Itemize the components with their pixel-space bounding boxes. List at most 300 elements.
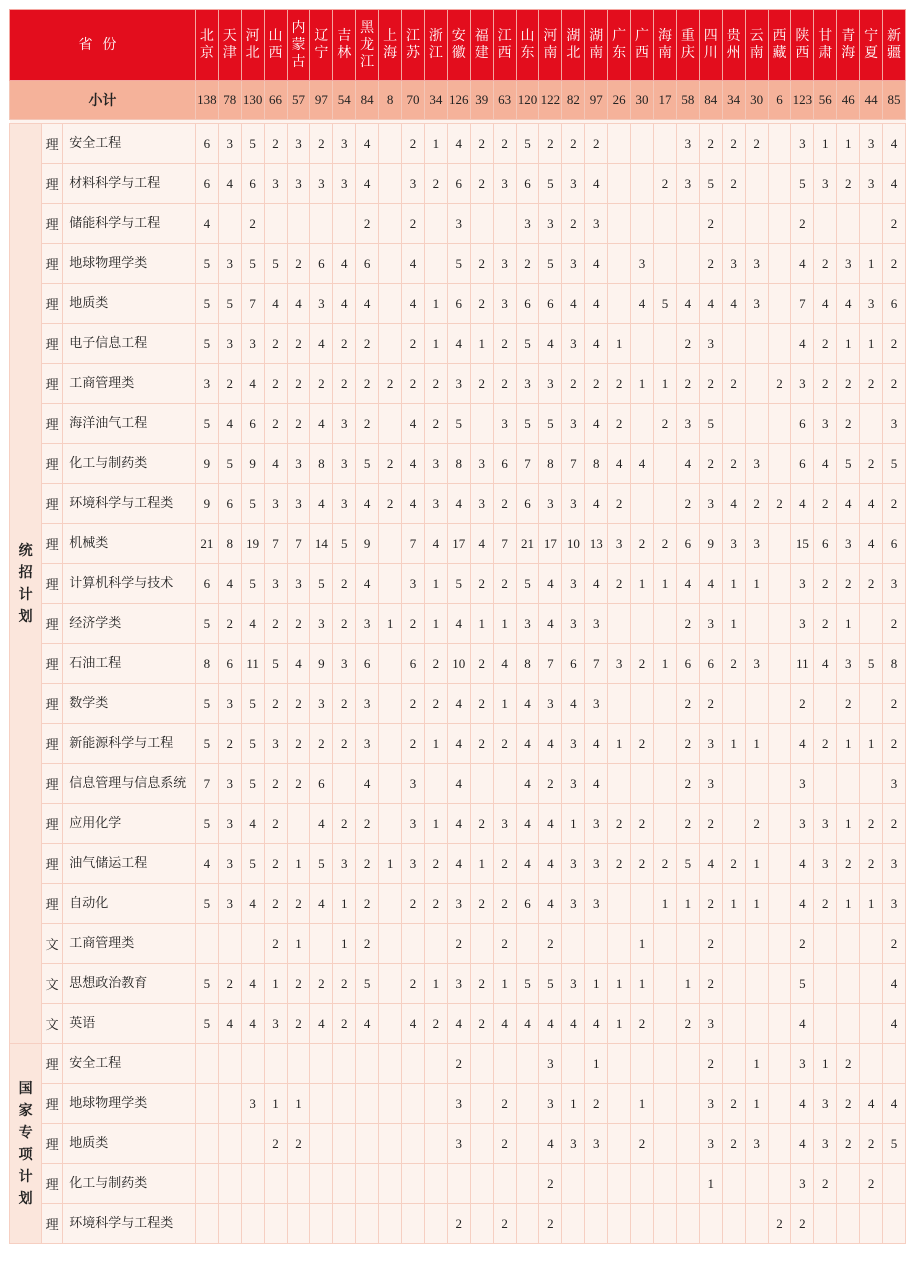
plan-group-label: 国 家 专 项 计 划 — [10, 1044, 42, 1244]
quota-cell: 2 — [883, 804, 906, 844]
quota-cell — [470, 764, 493, 804]
quota-cell: 2 — [470, 564, 493, 604]
province-header: 陕 西 — [791, 10, 814, 81]
quota-cell: 2 — [631, 804, 654, 844]
quota-cell: 3 — [241, 324, 264, 364]
quota-cell: 3 — [447, 964, 470, 1004]
quota-cell: 2 — [814, 484, 837, 524]
quota-cell — [768, 684, 791, 724]
quota-cell — [631, 764, 654, 804]
quota-cell: 2 — [470, 724, 493, 764]
quota-cell — [195, 1164, 218, 1204]
quota-cell: 2 — [539, 124, 562, 164]
quota-cell: 2 — [676, 684, 699, 724]
quota-cell: 3 — [402, 164, 425, 204]
quota-cell — [768, 924, 791, 964]
header-title: 省份 — [10, 10, 196, 81]
quota-cell: 4 — [241, 604, 264, 644]
quota-cell: 2 — [608, 484, 631, 524]
quota-cell: 4 — [402, 284, 425, 324]
quota-cell: 6 — [814, 524, 837, 564]
table-row — [10, 1124, 906, 1164]
quota-cell: 1 — [722, 724, 745, 764]
quota-cell — [310, 1204, 333, 1244]
province-header: 湖 北 — [562, 10, 585, 81]
subtotal-value: 8 — [379, 81, 402, 120]
quota-cell: 2 — [837, 364, 860, 404]
quota-cell — [768, 804, 791, 844]
table-row — [10, 484, 906, 524]
quota-cell: 7 — [516, 444, 539, 484]
quota-cell: 2 — [402, 884, 425, 924]
quota-cell — [745, 204, 768, 244]
quota-cell: 4 — [539, 564, 562, 604]
quota-cell: 3 — [402, 804, 425, 844]
quota-cell: 4 — [356, 284, 379, 324]
quota-cell: 2 — [287, 1004, 310, 1044]
quota-cell: 1 — [608, 1004, 631, 1044]
quota-cell: 1 — [654, 364, 677, 404]
table-row — [10, 284, 906, 324]
quota-cell: 4 — [539, 604, 562, 644]
quota-cell: 2 — [791, 1204, 814, 1244]
quota-cell: 2 — [814, 364, 837, 404]
province-header: 广 东 — [608, 10, 631, 81]
major-name: 计算机科学与技术 — [63, 564, 196, 604]
quota-cell — [379, 924, 402, 964]
quota-cell: 3 — [562, 764, 585, 804]
quota-cell: 21 — [516, 524, 539, 564]
subject-type: 理 — [42, 724, 63, 764]
quota-cell — [631, 404, 654, 444]
quota-cell: 2 — [745, 484, 768, 524]
subject-type: 理 — [42, 684, 63, 724]
quota-cell — [745, 364, 768, 404]
quota-cell: 2 — [402, 604, 425, 644]
quota-cell: 3 — [883, 884, 906, 924]
quota-cell: 3 — [287, 164, 310, 204]
quota-cell — [768, 444, 791, 484]
quota-cell: 2 — [837, 1124, 860, 1164]
quota-cell: 4 — [516, 1004, 539, 1044]
table-row — [10, 204, 906, 244]
quota-cell — [195, 1084, 218, 1124]
quota-cell: 1 — [424, 724, 447, 764]
quota-cell: 2 — [722, 124, 745, 164]
quota-cell: 1 — [837, 604, 860, 644]
quota-cell: 4 — [493, 644, 516, 684]
quota-cell — [470, 204, 493, 244]
quota-cell — [424, 204, 447, 244]
quota-cell: 4 — [447, 844, 470, 884]
quota-cell: 4 — [241, 1004, 264, 1044]
subject-type: 理 — [42, 564, 63, 604]
quota-cell — [745, 1204, 768, 1244]
quota-cell: 3 — [722, 524, 745, 564]
quota-cell: 4 — [447, 484, 470, 524]
quota-cell: 2 — [493, 884, 516, 924]
quota-cell: 4 — [585, 404, 608, 444]
quota-cell: 3 — [333, 124, 356, 164]
subtotal-value: 54 — [333, 81, 356, 120]
quota-cell: 2 — [883, 684, 906, 724]
quota-cell: 2 — [722, 164, 745, 204]
subtotal-value: 82 — [562, 81, 585, 120]
quota-cell: 5 — [195, 404, 218, 444]
quota-cell: 4 — [447, 724, 470, 764]
quota-cell: 2 — [470, 804, 493, 844]
quota-cell: 3 — [310, 164, 333, 204]
subject-type: 理 — [42, 324, 63, 364]
quota-cell: 3 — [447, 1124, 470, 1164]
quota-cell: 3 — [356, 724, 379, 764]
quota-cell: 2 — [287, 244, 310, 284]
quota-cell — [424, 924, 447, 964]
quota-cell: 8 — [195, 644, 218, 684]
quota-cell: 2 — [791, 204, 814, 244]
quota-cell: 5 — [195, 724, 218, 764]
quota-cell: 2 — [264, 924, 287, 964]
quota-cell — [814, 684, 837, 724]
quota-cell: 1 — [676, 964, 699, 1004]
quota-cell — [654, 684, 677, 724]
quota-cell — [631, 1044, 654, 1084]
quota-cell: 3 — [333, 844, 356, 884]
quota-cell: 1 — [631, 364, 654, 404]
quota-cell — [470, 1124, 493, 1164]
quota-cell: 6 — [516, 884, 539, 924]
subject-type: 理 — [42, 1044, 63, 1084]
quota-cell: 3 — [539, 364, 562, 404]
quota-cell: 4 — [241, 884, 264, 924]
quota-cell: 4 — [539, 844, 562, 884]
quota-cell — [608, 884, 631, 924]
quota-cell: 2 — [493, 324, 516, 364]
quota-cell — [768, 764, 791, 804]
quota-cell: 2 — [699, 804, 722, 844]
quota-cell — [768, 204, 791, 244]
quota-cell: 4 — [539, 1124, 562, 1164]
quota-cell: 5 — [241, 724, 264, 764]
table-row — [10, 764, 906, 804]
quota-cell: 6 — [195, 164, 218, 204]
quota-cell: 2 — [654, 404, 677, 444]
quota-cell: 3 — [333, 404, 356, 444]
quota-cell: 3 — [333, 644, 356, 684]
quota-cell — [608, 1084, 631, 1124]
quota-cell — [722, 964, 745, 1004]
quota-cell: 3 — [516, 604, 539, 644]
quota-cell: 2 — [287, 324, 310, 364]
quota-cell: 4 — [699, 564, 722, 604]
quota-cell: 3 — [699, 324, 722, 364]
province-header: 上 海 — [379, 10, 402, 81]
quota-cell: 2 — [264, 124, 287, 164]
quota-cell: 4 — [539, 1004, 562, 1044]
quota-cell: 4 — [287, 284, 310, 324]
quota-cell: 5 — [195, 604, 218, 644]
quota-cell: 2 — [883, 204, 906, 244]
quota-cell: 2 — [402, 204, 425, 244]
quota-cell: 2 — [722, 444, 745, 484]
quota-cell: 3 — [493, 164, 516, 204]
quota-cell: 2 — [699, 244, 722, 284]
quota-cell: 6 — [516, 284, 539, 324]
major-name: 油气储运工程 — [63, 844, 196, 884]
quota-cell — [676, 1204, 699, 1244]
quota-cell: 3 — [539, 484, 562, 524]
province-header: 山 西 — [264, 10, 287, 81]
quota-cell: 2 — [493, 924, 516, 964]
subject-type: 理 — [42, 764, 63, 804]
quota-cell: 3 — [218, 844, 241, 884]
quota-cell: 6 — [195, 124, 218, 164]
quota-cell: 4 — [470, 524, 493, 564]
quota-cell — [631, 324, 654, 364]
quota-cell: 1 — [585, 964, 608, 1004]
quota-cell: 2 — [883, 924, 906, 964]
quota-cell: 2 — [814, 324, 837, 364]
quota-cell: 2 — [470, 684, 493, 724]
quota-cell: 6 — [676, 524, 699, 564]
quota-cell: 3 — [791, 1044, 814, 1084]
quota-cell: 3 — [745, 1124, 768, 1164]
quota-cell: 2 — [379, 444, 402, 484]
table-row — [10, 404, 906, 444]
quota-cell: 3 — [287, 484, 310, 524]
plan-group-label: 统 招 计 划 — [10, 124, 42, 1044]
quota-cell: 4 — [402, 444, 425, 484]
subtotal-value: 78 — [218, 81, 241, 120]
quota-cell: 6 — [883, 524, 906, 564]
quota-cell: 3 — [356, 604, 379, 644]
quota-cell: 3 — [699, 1084, 722, 1124]
subject-type: 理 — [42, 204, 63, 244]
quota-cell: 3 — [241, 1084, 264, 1124]
quota-cell — [768, 884, 791, 924]
quota-cell: 1 — [837, 884, 860, 924]
subject-type: 理 — [42, 364, 63, 404]
quota-cell: 8 — [447, 444, 470, 484]
major-name: 自动化 — [63, 884, 196, 924]
quota-cell: 6 — [241, 404, 264, 444]
quota-cell: 5 — [195, 684, 218, 724]
quota-cell: 3 — [516, 364, 539, 404]
quota-cell: 2 — [722, 1124, 745, 1164]
quota-cell: 3 — [516, 204, 539, 244]
quota-cell: 6 — [447, 284, 470, 324]
quota-cell: 3 — [424, 444, 447, 484]
quota-cell: 4 — [539, 324, 562, 364]
subtotal-value: 57 — [287, 81, 310, 120]
quota-cell: 2 — [218, 724, 241, 764]
major-name: 工商管理类 — [63, 924, 196, 964]
major-name: 环境科学与工程类 — [63, 484, 196, 524]
quota-cell: 1 — [631, 1084, 654, 1124]
quota-cell: 4 — [883, 1084, 906, 1124]
subtotal-value: 126 — [447, 81, 470, 120]
quota-cell — [883, 1164, 906, 1204]
quota-cell: 2 — [676, 764, 699, 804]
quota-cell — [241, 1124, 264, 1164]
quota-cell: 2 — [310, 124, 333, 164]
quota-cell: 5 — [241, 244, 264, 284]
quota-cell: 2 — [333, 724, 356, 764]
quota-cell: 4 — [539, 884, 562, 924]
quota-cell: 3 — [333, 444, 356, 484]
quota-cell: 1 — [264, 1084, 287, 1124]
quota-cell: 2 — [654, 524, 677, 564]
quota-cell — [195, 1204, 218, 1244]
quota-cell — [516, 1124, 539, 1164]
quota-cell: 1 — [745, 1084, 768, 1124]
quota-cell: 3 — [585, 604, 608, 644]
quota-cell — [379, 724, 402, 764]
quota-cell: 5 — [883, 1124, 906, 1164]
subtotal-value: 122 — [539, 81, 562, 120]
quota-cell — [585, 1204, 608, 1244]
quota-cell: 3 — [814, 1124, 837, 1164]
quota-cell: 4 — [356, 1004, 379, 1044]
quota-cell — [379, 1204, 402, 1244]
quota-cell: 4 — [287, 644, 310, 684]
quota-cell — [837, 1004, 860, 1044]
quota-cell: 2 — [264, 1124, 287, 1164]
major-name: 信息管理与信息系统 — [63, 764, 196, 804]
province-header: 青 海 — [837, 10, 860, 81]
quota-cell: 2 — [722, 644, 745, 684]
subtotal-value: 44 — [860, 81, 883, 120]
quota-cell: 1 — [470, 604, 493, 644]
quota-cell: 3 — [608, 524, 631, 564]
subject-type: 理 — [42, 1124, 63, 1164]
quota-cell — [860, 964, 883, 1004]
quota-cell: 4 — [333, 284, 356, 324]
quota-cell — [654, 204, 677, 244]
quota-cell — [402, 1164, 425, 1204]
quota-cell — [516, 1164, 539, 1204]
quota-cell — [631, 484, 654, 524]
quota-cell: 4 — [814, 284, 837, 324]
quota-cell: 2 — [470, 884, 493, 924]
quota-cell — [654, 804, 677, 844]
major-name: 储能科学与工程 — [63, 204, 196, 244]
quota-cell: 4 — [676, 444, 699, 484]
quota-cell — [654, 444, 677, 484]
quota-cell — [768, 644, 791, 684]
subject-type: 理 — [42, 244, 63, 284]
quota-cell: 5 — [791, 964, 814, 1004]
quota-cell: 5 — [310, 844, 333, 884]
quota-cell: 5 — [516, 564, 539, 604]
subtotal-value: 97 — [585, 81, 608, 120]
quota-cell: 2 — [356, 804, 379, 844]
quota-cell: 3 — [791, 364, 814, 404]
quota-cell — [722, 324, 745, 364]
quota-cell — [860, 204, 883, 244]
quota-cell: 4 — [585, 324, 608, 364]
quota-cell: 1 — [722, 884, 745, 924]
quota-cell: 1 — [424, 284, 447, 324]
quota-cell: 2 — [631, 1004, 654, 1044]
quota-cell — [402, 1044, 425, 1084]
quota-cell: 2 — [814, 724, 837, 764]
table-row — [10, 244, 906, 284]
quota-cell — [837, 1164, 860, 1204]
table-row — [10, 324, 906, 364]
quota-cell: 4 — [631, 284, 654, 324]
quota-cell: 2 — [539, 1204, 562, 1244]
quota-cell: 1 — [287, 924, 310, 964]
quota-cell — [768, 324, 791, 364]
quota-cell — [493, 1164, 516, 1204]
quota-cell: 2 — [402, 324, 425, 364]
quota-cell: 4 — [356, 564, 379, 604]
quota-cell — [768, 1084, 791, 1124]
quota-cell: 3 — [676, 124, 699, 164]
quota-cell: 1 — [837, 804, 860, 844]
quota-cell — [356, 1164, 379, 1204]
table-row — [10, 644, 906, 684]
quota-cell: 2 — [333, 804, 356, 844]
quota-cell — [333, 1164, 356, 1204]
quota-cell — [562, 924, 585, 964]
quota-cell: 3 — [722, 244, 745, 284]
quota-cell: 2 — [333, 364, 356, 404]
quota-cell — [493, 1044, 516, 1084]
quota-cell — [608, 284, 631, 324]
quota-cell: 1 — [493, 964, 516, 1004]
quota-cell: 3 — [562, 484, 585, 524]
quota-cell — [837, 204, 860, 244]
quota-cell: 2 — [470, 644, 493, 684]
subtotal-value: 123 — [791, 81, 814, 120]
quota-cell — [768, 1164, 791, 1204]
quota-cell: 21 — [195, 524, 218, 564]
quota-cell: 2 — [883, 724, 906, 764]
major-name: 英语 — [63, 1004, 196, 1044]
quota-cell: 3 — [493, 244, 516, 284]
quota-cell: 5 — [539, 964, 562, 1004]
quota-cell: 4 — [608, 444, 631, 484]
quota-cell — [218, 1124, 241, 1164]
quota-cell: 1 — [699, 1164, 722, 1204]
header-row — [10, 10, 906, 81]
quota-cell — [379, 884, 402, 924]
quota-cell: 4 — [447, 604, 470, 644]
quota-cell — [356, 1124, 379, 1164]
quota-cell — [379, 1124, 402, 1164]
quota-cell: 3 — [310, 604, 333, 644]
table-row — [10, 364, 906, 404]
subtotal-value: 30 — [631, 81, 654, 120]
subject-type: 理 — [42, 844, 63, 884]
subtotal-value: 30 — [745, 81, 768, 120]
quota-cell: 4 — [814, 444, 837, 484]
quota-cell — [676, 204, 699, 244]
table-row — [10, 844, 906, 884]
quota-cell — [883, 1204, 906, 1244]
table-row — [10, 1204, 906, 1244]
quota-cell: 3 — [608, 644, 631, 684]
quota-cell: 7 — [493, 524, 516, 564]
major-name: 工商管理类 — [63, 364, 196, 404]
quota-cell: 3 — [699, 604, 722, 644]
quota-cell: 2 — [402, 364, 425, 404]
quota-cell — [631, 1204, 654, 1244]
quota-cell — [608, 1124, 631, 1164]
quota-cell: 19 — [241, 524, 264, 564]
